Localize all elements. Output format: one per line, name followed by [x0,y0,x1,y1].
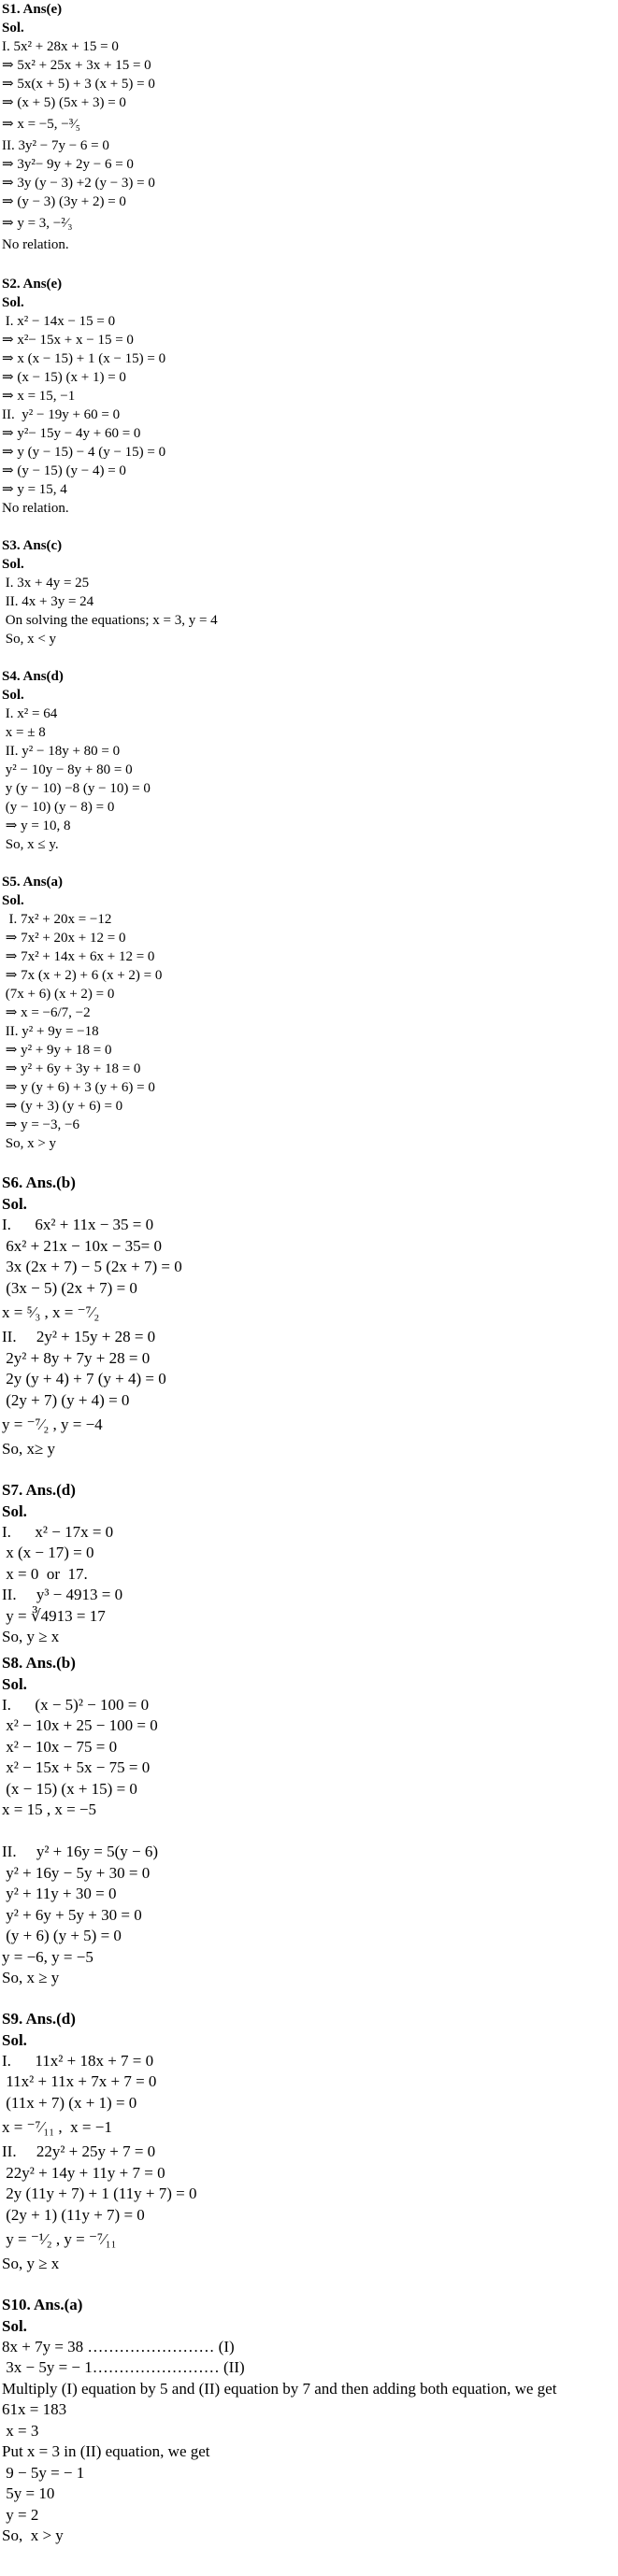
equation-line: ⇒ y² + 6y + 3y + 18 = 0 [2,1061,141,1076]
solution-heading: S4. Ans(d) [2,669,64,684]
equation-line: So, y ≥ x [2,2255,60,2272]
equation-line: ⇒ x = −6/7, −2 [2,1005,91,1020]
equation-line: x = ± 8 [2,725,46,740]
equation-line: I. 3x + 4y = 25 [2,576,90,591]
equation-line: II. 4x + 3y = 24 [2,594,94,609]
equation-line: ⇒ (y − 15) (y − 4) = 0 [2,463,126,478]
equation-line: 22y² + 14y + 11y + 7 = 0 [2,2163,165,2182]
equation-line: So, y ≥ x [2,1628,60,1645]
equation-line: I. 5x² + 28x + 15 = 0 [2,39,119,54]
solution-heading: S5. Ans(a) [2,875,64,890]
equation-line: x = 3 [2,2421,39,2440]
equation-line: ⇒ y² + 9y + 18 = 0 [2,1043,112,1058]
equation-line: (2y + 7) (y + 4) = 0 [2,1390,130,1409]
equation-line: 3x − 5y = − 1…………………… (II) [2,2358,245,2376]
equation-line: Put x = 3 in (II) equation, we get [2,2442,210,2460]
solution-heading: S2. Ans(e) [2,277,63,292]
equation-line: ⇒ 3y (y − 3) +2 (y − 3) = 0 [2,176,155,191]
equation-line: ⇒ 5x(x + 5) + 3 (x + 5) = 0 [2,77,155,92]
equation-line: I. 11x² + 18x + 7 = 0 [2,2051,154,2070]
equation-line: 61x = 183 [2,2400,67,2418]
equation-line: No relation. [2,501,69,516]
solution-section [2,667,616,854]
equation-line: No relation. [2,237,69,252]
equation-line: ⇒ y = 15, 4 [2,482,67,497]
equation-line: 5y = 10 [2,2484,55,2502]
equation-line: (y − 10) (y − 8) = 0 [2,800,115,815]
equation-line: ⇒ (y + 3) (y + 6) = 0 [2,1099,123,1114]
equation-line: 6x² + 21x − 10x − 35= 0 [2,1236,162,1255]
equation-line: I. 7x² + 20x = −12 [2,912,112,927]
equation-line: x (x − 17) = 0 [2,1544,94,1561]
sol-label: Sol. [2,2030,27,2049]
equation-line: II. 3y² − 7y − 6 = 0 [2,138,109,153]
equation-line: I. (x − 5)² − 100 = 0 [2,1695,150,1714]
solution-heading: S7. Ans.(d) [2,1480,76,1499]
equation-line: I. x² − 17x = 0 [2,1522,114,1541]
solution-heading: S10. Ans.(a) [2,2295,83,2313]
solution-heading: S1. Ans(e) [2,2,63,17]
equation-line: II. 2y² + 15y + 28 = 0 [2,1328,156,1345]
equation-line: (7x + 6) (x + 2) = 0 [2,987,115,1002]
equation-line: (y + 6) (y + 5) = 0 [2,1927,122,1944]
equation-line: y² + 6y + 5y + 30 = 0 [2,1905,142,1924]
equation-line: So, x < y [2,632,57,647]
equation-line: y² + 11y + 30 = 0 [2,1885,117,1902]
equation-line: I. x² − 14x − 15 = 0 [2,314,116,329]
solution-section [2,1652,616,1989]
equation-line: 8x + 7y = 38 …………………… (I) [2,2337,235,2355]
solution-section [2,873,616,1153]
sol-label: Sol. [2,1674,27,1693]
equation-line: ⇒ y = −3, −6 [2,1117,79,1132]
equation-line: y = 2 [2,2505,39,2524]
solution-section [2,536,616,648]
equation-line: x² − 10x + 25 − 100 = 0 [2,1716,158,1734]
equation-line: y = ⁻¹⁄₂ , y = ⁻⁷⁄₁₁ [2,2230,117,2248]
equation-line: ⇒ 3y²− 9y + 2y − 6 = 0 [2,157,134,172]
solution-section [2,1172,616,1460]
equation-line: ⇒ (y − 3) (3y + 2) = 0 [2,194,126,209]
sol-label: Sol. [2,1501,27,1520]
equation-line: ⇒ 7x (x + 2) + 6 (x + 2) = 0 [2,968,163,983]
equation-line: ⇒ y = 3, −²⁄₃ [2,216,73,231]
equation-line: x = ⁵⁄₃ , x = ⁻⁷⁄₂ [2,1303,100,1321]
sol-label: Sol. [2,688,24,703]
equation-line: On solving the equations; x = 3, y = 4 [2,613,218,628]
equation-line: II. y³ − 4913 = 0 [2,1586,123,1603]
equation-line: y = ⁻⁷⁄₂ , y = −4 [2,1416,103,1433]
equation-line: ⇒ 5x² + 25x + 3x + 15 = 0 [2,58,151,73]
equation-line: II. y² + 9y = −18 [2,1024,99,1039]
equation-line: II. 22y² + 25y + 7 = 0 [2,2142,156,2160]
equation-line: y = ∛4913 = 17 [2,1606,106,1625]
equation-line: x = 15 , x = −5 [2,1800,97,1818]
equation-line: II. y² − 18y + 80 = 0 [2,744,121,759]
equation-line: I. 6x² + 11x − 35 = 0 [2,1216,154,1233]
equation-line: So, x > y [2,2526,64,2544]
solution-section [2,2294,616,2547]
equation-line: ⇒ y = 10, 8 [2,818,71,833]
equation-line: So, x ≤ y. [2,837,59,852]
equation-line: ⇒ x = 15, −1 [2,389,76,404]
equation-line: 2y² + 8y + 7y + 28 = 0 [2,1348,151,1367]
equation-line: 9 − 5y = − 1 [2,2463,85,2482]
equation-line: ⇒ x²− 15x + x − 15 = 0 [2,333,134,348]
sol-label: Sol. [2,2316,27,2335]
equation-line: I. x² = 64 [2,706,58,721]
solution-heading: S3. Ans(c) [2,538,63,553]
equation-line: y = −6, y = −5 [2,1947,93,1966]
solution-heading: S8. Ans.(b) [2,1653,76,1672]
solution-heading: S9. Ans.(d) [2,2009,76,2028]
equation-line: ⇒ 7x² + 20x + 12 = 0 [2,931,126,946]
equation-line: ⇒ y (y − 15) − 4 (y − 15) = 0 [2,445,166,460]
equation-line: II. y² − 19y + 60 = 0 [2,407,121,422]
solution-section [2,275,616,518]
equation-line: 2y (y + 4) + 7 (y + 4) = 0 [2,1370,166,1388]
equation-line: x = ⁻⁷⁄₁₁ , x = −1 [2,2118,112,2136]
equation-line: x² − 10x − 75 = 0 [2,1737,118,1756]
equation-line: ⇒ x (x − 15) + 1 (x − 15) = 0 [2,351,166,366]
equation-line [2,1821,616,1843]
sol-label: Sol. [2,557,24,572]
solution-heading: S6. Ans.(b) [2,1174,76,1191]
equation-line: (2y + 1) (11y + 7) = 0 [2,2205,145,2224]
equation-line: ⇒ x = −5, −³⁄₅ [2,117,80,132]
sol-label: Sol. [2,295,24,310]
equation-line: 2y (11y + 7) + 1 (11y + 7) = 0 [2,2185,197,2202]
equation-line: 3x (2x + 7) − 5 (2x + 7) = 0 [2,1258,182,1275]
equation-line: (x − 15) (x + 15) = 0 [2,1779,137,1798]
sol-label: Sol. [2,1195,27,1213]
equation-line: 11x² + 11x + 7x + 7 = 0 [2,2072,157,2090]
solution-section [2,1479,616,1648]
equation-line: y² + 16y − 5y + 30 = 0 [2,1863,151,1882]
equation-line: So, x≥ y [2,1440,56,1458]
equation-line: So, x ≥ y [2,1969,60,1986]
equation-line: Multiply (I) equation by 5 and (II) equation by 7 and then adding both equation, we get [2,2379,557,2398]
equation-line: ⇒ (x − 15) (x + 1) = 0 [2,370,126,385]
equation-line: ⇒ 7x² + 14x + 6x + 12 = 0 [2,949,155,964]
equation-line: x² − 15x + 5x − 75 = 0 [2,1758,151,1776]
equation-line: y (y − 10) −8 (y − 10) = 0 [2,781,151,796]
solution-section [2,2008,616,2275]
equation-line: y² − 10y − 8y + 80 = 0 [2,762,133,777]
equation-line: II. y² + 16y = 5(y − 6) [2,1843,159,1860]
equation-line: (3x − 5) (2x + 7) = 0 [2,1278,137,1297]
equation-line: ⇒ (x + 5) (5x + 3) = 0 [2,95,126,110]
equation-line: ⇒ y (y + 6) + 3 (y + 6) = 0 [2,1080,155,1095]
equation-line: So, x > y [2,1136,57,1151]
sol-label: Sol. [2,21,24,36]
equation-line: x = 0 or 17. [2,1564,88,1583]
sol-label: Sol. [2,893,24,908]
equation-line: ⇒ y²− 15y − 4y + 60 = 0 [2,426,141,441]
equation-line: (11x + 7) (x + 1) = 0 [2,2093,137,2112]
solution-section [2,0,616,254]
